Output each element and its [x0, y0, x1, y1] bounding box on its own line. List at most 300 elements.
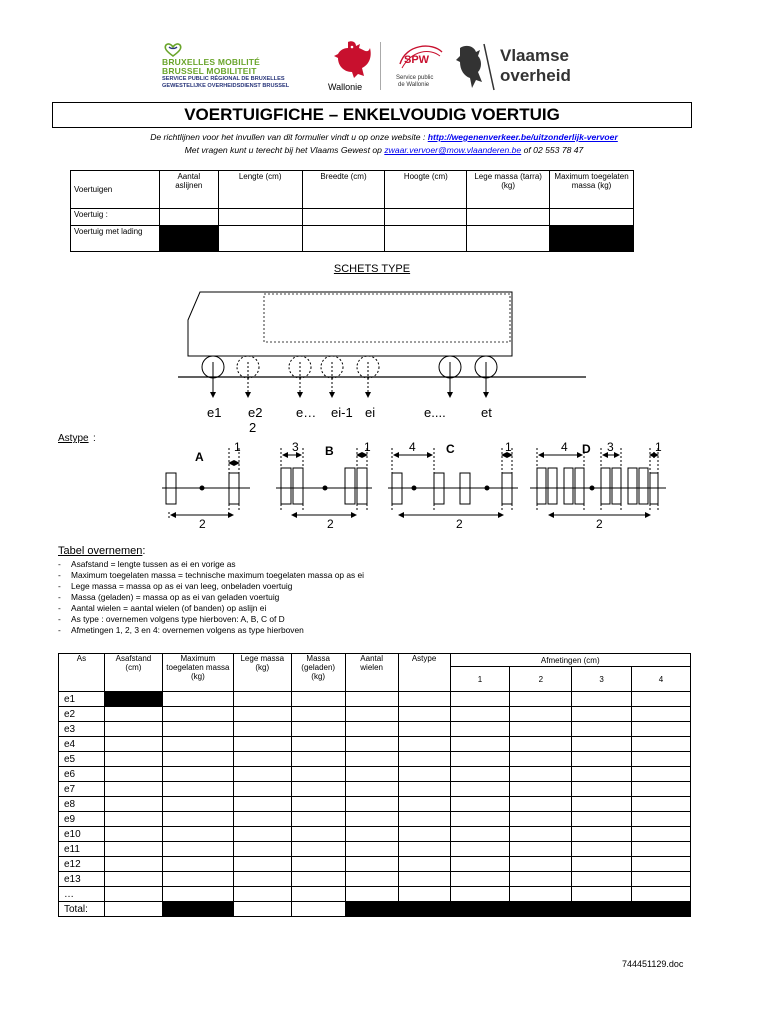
- input-cell[interactable]: [450, 767, 510, 782]
- type-dim: 3: [292, 440, 299, 454]
- input-cell[interactable]: [572, 872, 632, 887]
- blocked-cell: [572, 902, 632, 917]
- list-item-text: Afmetingen 1, 2, 3 en 4: overnemen volgens as type hierboven: [71, 625, 304, 635]
- vlaamse-overheid-logo: [450, 38, 590, 98]
- input-cell[interactable]: [104, 812, 162, 827]
- axle-type-c: [388, 448, 518, 515]
- input-cell[interactable]: [162, 722, 233, 737]
- table-instructions-title: [58, 545, 145, 557]
- input-cell[interactable]: [104, 707, 162, 722]
- bruxelles-mobilite-logo: [162, 43, 312, 93]
- input-cell[interactable]: [467, 209, 550, 226]
- axle-labels: [207, 405, 492, 435]
- header-cell: Voertuigen: [71, 171, 160, 209]
- list-item: - Lege massa = massa op as ei van leeg, onbeladen voertuig: [58, 581, 293, 591]
- input-cell[interactable]: [398, 827, 450, 842]
- input-cell[interactable]: [162, 782, 233, 797]
- input-cell[interactable]: [450, 857, 510, 872]
- input-cell[interactable]: [632, 857, 691, 872]
- row-label: e2: [59, 707, 105, 722]
- row-label: Total:: [59, 902, 105, 917]
- input-cell[interactable]: [233, 752, 291, 767]
- input-cell[interactable]: [398, 722, 450, 737]
- input-cell[interactable]: [450, 737, 510, 752]
- input-cell[interactable]: [510, 692, 572, 707]
- table-instructions-title-text: Tabel overnemen: [58, 545, 143, 557]
- input-cell[interactable]: [572, 812, 632, 827]
- input-cell[interactable]: [398, 737, 450, 752]
- list-item-text: Asafstand = lengte tussen as ei en vorige as: [71, 559, 236, 569]
- input-cell[interactable]: [159, 209, 218, 226]
- input-cell[interactable]: [510, 737, 572, 752]
- input-cell[interactable]: [398, 752, 450, 767]
- axle-types: [162, 448, 666, 520]
- input-cell[interactable]: [632, 797, 691, 812]
- input-cell[interactable]: [632, 737, 691, 752]
- input-cell[interactable]: [233, 842, 291, 857]
- list-item: - Aantal wielen = aantal wielen (of banden) op aslijn ei: [58, 603, 267, 613]
- input-cell[interactable]: [233, 857, 291, 872]
- bm-line2: BRUSSEL MOBILITEIT: [162, 66, 257, 76]
- input-cell[interactable]: [510, 707, 572, 722]
- input-cell[interactable]: [345, 872, 398, 887]
- table-row: [59, 722, 691, 737]
- table-row: [59, 872, 691, 887]
- instruction-list: [58, 559, 364, 636]
- input-cell[interactable]: [291, 827, 345, 842]
- input-cell[interactable]: [572, 692, 632, 707]
- input-cell[interactable]: [345, 722, 398, 737]
- spw-text: SPW: [404, 54, 430, 66]
- input-cell[interactable]: [345, 827, 398, 842]
- axle-type-b: [276, 448, 372, 515]
- type-letter: C: [446, 442, 455, 456]
- input-cell[interactable]: [104, 827, 162, 842]
- input-cell[interactable]: [572, 752, 632, 767]
- input-cell[interactable]: [345, 797, 398, 812]
- input-cell[interactable]: [291, 752, 345, 767]
- input-cell[interactable]: [450, 707, 510, 722]
- input-cell[interactable]: [345, 767, 398, 782]
- input-cell[interactable]: [572, 707, 632, 722]
- row-label: e1: [59, 692, 105, 707]
- blocked-cell: [159, 226, 218, 252]
- vo-line1: Vlaamse: [500, 46, 569, 65]
- list-item: - Afmetingen 1, 2, 3 en 4: overnemen volgens as type hierboven: [58, 625, 304, 635]
- axle-type-a: [162, 448, 250, 520]
- type-dim: 1: [505, 440, 512, 454]
- list-item-text: Massa (geladen) = massa op as ei van geladen voertuig: [71, 592, 280, 602]
- type-dim: 1: [655, 440, 662, 454]
- input-cell[interactable]: [233, 707, 291, 722]
- axle-label: e1: [207, 405, 222, 420]
- header-cell: Lege massa (kg): [233, 654, 291, 692]
- input-cell[interactable]: [233, 737, 291, 752]
- type-dim: 4: [561, 440, 568, 454]
- input-cell[interactable]: [104, 722, 162, 737]
- row-label: …: [59, 887, 105, 902]
- input-cell[interactable]: [510, 842, 572, 857]
- intro-line-1: [0, 132, 768, 142]
- astype-label-text: Astype: [58, 433, 89, 444]
- blocked-cell: [162, 902, 233, 917]
- table-row: [71, 226, 634, 252]
- input-cell[interactable]: [291, 842, 345, 857]
- row-label: e7: [59, 782, 105, 797]
- input-cell[interactable]: [104, 737, 162, 752]
- row-label: e6: [59, 767, 105, 782]
- axle-label: e2: [248, 405, 263, 420]
- table-row: [59, 812, 691, 827]
- input-cell[interactable]: [510, 767, 572, 782]
- website-link[interactable]: http://wegenenverkeer.be/uitzonderlijk-vervoer: [427, 132, 618, 142]
- input-cell[interactable]: [450, 872, 510, 887]
- intro-line-2: [0, 145, 768, 155]
- input-cell[interactable]: [162, 812, 233, 827]
- header-cell: Astype: [398, 654, 450, 692]
- input-cell[interactable]: [233, 872, 291, 887]
- input-cell[interactable]: [398, 782, 450, 797]
- header-cell: Lege massa (tarra) (kg): [467, 171, 550, 209]
- astype-label: [58, 433, 96, 444]
- input-cell[interactable]: [510, 887, 572, 902]
- input-cell[interactable]: [510, 752, 572, 767]
- list-item-text: Maximum toegelaten massa = technische maximum toegelaten massa op as ei: [71, 570, 365, 580]
- input-cell[interactable]: [162, 707, 233, 722]
- input-cell[interactable]: [291, 887, 345, 902]
- input-cell[interactable]: [104, 887, 162, 902]
- table-row: [71, 209, 634, 226]
- input-cell[interactable]: [398, 812, 450, 827]
- heart-icon: [164, 43, 182, 57]
- list-item: - Maximum toegelaten massa = technische maximum toegelaten massa op as ei: [58, 570, 365, 580]
- input-cell[interactable]: [104, 782, 162, 797]
- input-cell[interactable]: [291, 707, 345, 722]
- input-cell[interactable]: [572, 857, 632, 872]
- input-cell[interactable]: [450, 827, 510, 842]
- vehicle-table-header: [71, 171, 634, 209]
- header-cell: Lengte (cm): [218, 171, 302, 209]
- row-label: e5: [59, 752, 105, 767]
- input-cell[interactable]: [291, 722, 345, 737]
- input-cell[interactable]: [162, 827, 233, 842]
- input-cell[interactable]: [450, 752, 510, 767]
- input-cell[interactable]: [345, 842, 398, 857]
- type-dim: 4: [409, 440, 416, 454]
- input-cell[interactable]: [398, 707, 450, 722]
- input-cell[interactable]: [218, 226, 302, 252]
- input-cell[interactable]: [302, 209, 385, 226]
- table-row: [59, 842, 691, 857]
- header-cell: 1: [450, 667, 510, 692]
- header-cell: Massa (geladen) (kg): [291, 654, 345, 692]
- input-cell[interactable]: [572, 842, 632, 857]
- input-cell[interactable]: [632, 722, 691, 737]
- header-cell: Breedte (cm): [302, 171, 385, 209]
- input-cell[interactable]: [632, 872, 691, 887]
- input-cell[interactable]: [162, 692, 233, 707]
- input-cell[interactable]: [632, 782, 691, 797]
- header-cell: 2: [510, 667, 572, 692]
- input-cell[interactable]: [572, 767, 632, 782]
- blocked-cell: [510, 902, 572, 917]
- row-label: e9: [59, 812, 105, 827]
- table-row: [59, 782, 691, 797]
- type-bottom: 2: [327, 517, 334, 531]
- type-letter: B: [325, 444, 334, 458]
- input-cell[interactable]: [162, 797, 233, 812]
- table-row: [59, 797, 691, 812]
- input-cell[interactable]: [162, 872, 233, 887]
- input-cell[interactable]: [291, 857, 345, 872]
- axle-type-labels: [195, 440, 662, 531]
- input-cell[interactable]: [345, 752, 398, 767]
- header-cell: Hoogte (cm): [385, 171, 467, 209]
- table-instructions-title-suffix: :: [142, 545, 146, 557]
- bm-line1: BRUXELLES MOBILITÉ: [162, 57, 261, 67]
- input-cell[interactable]: [345, 737, 398, 752]
- header-cell: 4: [632, 667, 691, 692]
- row-label: e11: [59, 842, 105, 857]
- input-cell[interactable]: [233, 827, 291, 842]
- header-cell: Asafstand (cm): [104, 654, 162, 692]
- input-cell[interactable]: [291, 782, 345, 797]
- input-cell[interactable]: [550, 209, 634, 226]
- input-cell[interactable]: [291, 737, 345, 752]
- bm-line3: SERVICE PUBLIC RÉGIONAL DE BRUXELLES: [162, 76, 285, 82]
- input-cell[interactable]: [572, 887, 632, 902]
- spw-subtitle-2: de Wallonie: [398, 82, 430, 88]
- input-cell[interactable]: [398, 767, 450, 782]
- input-cell[interactable]: [291, 692, 345, 707]
- header-cell: Aantal aslijnen: [159, 171, 218, 209]
- table-row: [59, 887, 691, 902]
- input-cell[interactable]: [162, 752, 233, 767]
- rooster-icon: [326, 38, 376, 82]
- wallonie-text: Wallonie: [328, 82, 363, 92]
- input-cell[interactable]: [510, 782, 572, 797]
- input-cell[interactable]: [632, 767, 691, 782]
- axle-label: et: [481, 405, 492, 420]
- row-label: e4: [59, 737, 105, 752]
- input-cell[interactable]: [162, 842, 233, 857]
- input-cell[interactable]: [572, 797, 632, 812]
- intro-line-2-text: Met vragen kunt u terecht bij het Vlaams Gewest op: [184, 145, 385, 155]
- vo-line2: overheid: [500, 66, 571, 85]
- type-dim: 1: [234, 440, 241, 454]
- input-cell[interactable]: [510, 797, 572, 812]
- input-cell[interactable]: [632, 842, 691, 857]
- blocked-cell: [450, 902, 510, 917]
- input-cell[interactable]: [450, 782, 510, 797]
- header-cell: Maximum toegelaten massa (kg): [550, 171, 634, 209]
- input-cell[interactable]: [162, 737, 233, 752]
- row-label: Voertuig :: [71, 209, 160, 226]
- type-bottom: 2: [456, 517, 463, 531]
- input-cell[interactable]: [450, 797, 510, 812]
- table-row: [59, 707, 691, 722]
- input-cell[interactable]: [510, 722, 572, 737]
- input-cell[interactable]: [104, 752, 162, 767]
- input-cell[interactable]: [510, 812, 572, 827]
- input-cell[interactable]: [345, 707, 398, 722]
- blocked-cell: [104, 692, 162, 707]
- table-row: [59, 767, 691, 782]
- spw-subtitle-1: Service public: [396, 75, 434, 81]
- wheels: [202, 356, 497, 378]
- input-cell[interactable]: [632, 812, 691, 827]
- blocked-cell: [550, 226, 634, 252]
- input-cell[interactable]: [398, 857, 450, 872]
- table-row: [59, 827, 691, 842]
- input-cell[interactable]: [572, 722, 632, 737]
- input-cell[interactable]: [398, 887, 450, 902]
- list-item-text: Aantal wielen = aantal wielen (of banden) op aslijn ei: [71, 603, 267, 613]
- row-label: e10: [59, 827, 105, 842]
- table-row: [59, 857, 691, 872]
- axle-type-d: [530, 448, 666, 515]
- row-label: e8: [59, 797, 105, 812]
- page-title: VOERTUIGFICHE – ENKELVOUDIG VOERTUIG: [52, 102, 692, 128]
- input-cell[interactable]: [450, 692, 510, 707]
- axle-label: e....: [424, 405, 446, 420]
- input-cell[interactable]: [291, 797, 345, 812]
- input-cell[interactable]: [104, 842, 162, 857]
- input-cell[interactable]: [385, 209, 467, 226]
- input-cell[interactable]: [291, 812, 345, 827]
- input-cell[interactable]: [233, 692, 291, 707]
- input-cell[interactable]: [450, 887, 510, 902]
- type-bottom: 2: [596, 517, 603, 531]
- logo-separator: [380, 42, 381, 90]
- input-cell[interactable]: [291, 902, 345, 917]
- list-item-text: As type : overnemen volgens type hierboven: A, B, C of D: [71, 614, 285, 624]
- input-cell[interactable]: [233, 767, 291, 782]
- input-cell[interactable]: [345, 857, 398, 872]
- input-cell[interactable]: [233, 902, 291, 917]
- lion-icon: [452, 42, 496, 92]
- input-cell[interactable]: [162, 887, 233, 902]
- input-cell[interactable]: [218, 209, 302, 226]
- input-cell[interactable]: [385, 226, 467, 252]
- input-cell[interactable]: [450, 722, 510, 737]
- blocked-cell: [345, 902, 398, 917]
- list-item-text: Lege massa = massa op as ei van leeg, onbeladen voertuig: [71, 581, 293, 591]
- axle-table-header: [59, 654, 691, 667]
- logo-bar: [0, 38, 768, 98]
- type-letter: A: [195, 450, 204, 464]
- input-cell[interactable]: [162, 857, 233, 872]
- input-cell[interactable]: [291, 767, 345, 782]
- row-label: Voertuig met lading: [71, 226, 160, 252]
- input-cell[interactable]: [632, 692, 691, 707]
- input-cell[interactable]: [510, 857, 572, 872]
- input-cell[interactable]: [398, 872, 450, 887]
- row-label: e13: [59, 872, 105, 887]
- input-cell[interactable]: [398, 842, 450, 857]
- header-cell: Maximum toegelaten massa (kg): [162, 654, 233, 692]
- input-cell[interactable]: [572, 827, 632, 842]
- input-cell[interactable]: [104, 767, 162, 782]
- header-cell: As: [59, 654, 105, 692]
- truck-body: [178, 292, 586, 377]
- input-cell[interactable]: [233, 797, 291, 812]
- phone-text: of 02 553 78 47: [521, 145, 584, 155]
- vehicle-table: [70, 170, 634, 252]
- type-dim: 3: [607, 440, 614, 454]
- table-row: [59, 692, 691, 707]
- input-cell[interactable]: [572, 737, 632, 752]
- input-cell[interactable]: [467, 226, 550, 252]
- input-cell[interactable]: [450, 842, 510, 857]
- input-cell[interactable]: [398, 692, 450, 707]
- input-cell[interactable]: [632, 887, 691, 902]
- header-cell: Aantal wielen: [345, 654, 398, 692]
- input-cell[interactable]: [302, 226, 385, 252]
- axle-label: ei: [365, 405, 376, 420]
- input-cell[interactable]: [632, 827, 691, 842]
- astype-label-suffix: :: [93, 433, 96, 444]
- input-cell[interactable]: [233, 782, 291, 797]
- table-row: [59, 752, 691, 767]
- bm-line4: GEWESTELIJKE OVERHEIDSDIENST BRUSSEL: [162, 83, 290, 89]
- email-link[interactable]: zwaar.vervoer@mow.vlaanderen.be: [384, 145, 522, 155]
- input-cell[interactable]: [510, 827, 572, 842]
- spw-logo: [392, 40, 452, 96]
- input-cell[interactable]: [162, 767, 233, 782]
- input-cell[interactable]: [632, 707, 691, 722]
- input-cell[interactable]: [345, 887, 398, 902]
- input-cell[interactable]: [510, 872, 572, 887]
- input-cell[interactable]: [233, 722, 291, 737]
- input-cell[interactable]: [104, 872, 162, 887]
- input-cell[interactable]: [104, 797, 162, 812]
- input-cell[interactable]: [398, 797, 450, 812]
- wallonie-logo: [324, 38, 384, 98]
- axle-table: [58, 653, 691, 917]
- header-cell: Afmetingen (cm): [450, 654, 690, 667]
- axle-label-sub: 2: [249, 420, 257, 435]
- input-cell[interactable]: [233, 812, 291, 827]
- input-cell[interactable]: [104, 902, 162, 917]
- list-item: - Massa (geladen) = massa op as ei van geladen voertuig: [58, 592, 280, 602]
- list-item: - As type : overnemen volgens type hierboven: A, B, C of D: [58, 614, 285, 624]
- input-cell[interactable]: [345, 782, 398, 797]
- axle-label: ei-1: [331, 405, 353, 420]
- total-row: [59, 902, 691, 917]
- type-letter: D: [582, 442, 591, 456]
- input-cell[interactable]: [572, 782, 632, 797]
- input-cell[interactable]: [104, 857, 162, 872]
- row-label: e12: [59, 857, 105, 872]
- blocked-cell: [632, 902, 691, 917]
- table-row: [59, 737, 691, 752]
- input-cell[interactable]: [233, 887, 291, 902]
- header-cell: 3: [572, 667, 632, 692]
- intro-line-1-text: De richtlijnen voor het invullen van dit formulier vindt u op onze website :: [150, 132, 428, 142]
- input-cell[interactable]: [345, 812, 398, 827]
- input-cell[interactable]: [345, 692, 398, 707]
- document-id: 744451129.doc: [622, 959, 684, 969]
- type-bottom: 2: [199, 517, 206, 531]
- input-cell[interactable]: [632, 752, 691, 767]
- vehicle-sketch-diagram: [0, 280, 768, 550]
- input-cell[interactable]: [450, 812, 510, 827]
- input-cell[interactable]: [291, 872, 345, 887]
- list-item: - Asafstand = lengte tussen as ei en vorige as: [58, 559, 236, 569]
- type-dim: 1: [364, 440, 371, 454]
- blocked-cell: [398, 902, 450, 917]
